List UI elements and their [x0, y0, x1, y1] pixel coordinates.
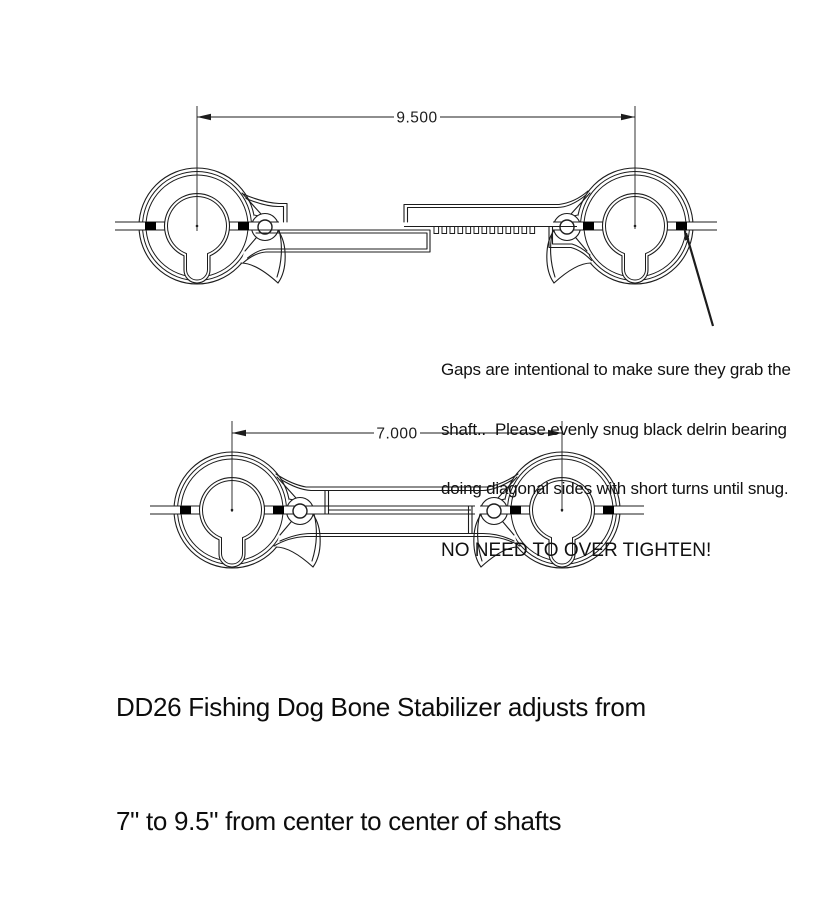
adjustment-rack-teeth	[434, 227, 535, 234]
rack-tooth	[466, 227, 471, 234]
dimension-label-top: 9.500	[396, 109, 438, 127]
top-view-drawing	[115, 168, 717, 284]
delrin-bearing-square	[676, 222, 687, 230]
annotation-note	[441, 322, 791, 599]
split-band	[666, 222, 717, 230]
delrin-bearing-square	[583, 222, 594, 230]
rack-tooth	[482, 227, 487, 234]
rack-tooth	[522, 227, 527, 234]
annotation-line: Gaps are intentional to make sure they grab the	[441, 360, 791, 379]
annotation-line: NO NEED TO OVER TIGHTEN!	[441, 539, 712, 561]
rack-tooth	[514, 227, 519, 234]
hinge-bolt-hole	[293, 504, 307, 518]
delrin-bearing-square	[145, 222, 156, 230]
split-band	[115, 222, 166, 230]
rack-tooth	[530, 227, 535, 234]
annotation-line: doing diagonal sides with short turns until snug.	[441, 479, 789, 499]
rack-tooth	[458, 227, 463, 234]
rack-tooth	[498, 227, 503, 234]
caption-line: 7" to 9.5" from center to center of shafts	[116, 806, 562, 836]
dimension-arrow	[232, 430, 246, 436]
split-band	[150, 506, 201, 514]
leader-arrow	[684, 228, 714, 327]
top-left-clamp	[115, 168, 285, 284]
delrin-bearing-square	[180, 506, 191, 514]
rack-tooth	[506, 227, 511, 234]
delrin-bearing-square	[238, 222, 249, 230]
dimension-label-bottom: 7.000	[376, 425, 418, 443]
delrin-bearing-square	[273, 506, 284, 514]
rack-tooth	[434, 227, 439, 234]
caption	[116, 612, 646, 916]
dimension-arrow	[197, 114, 211, 120]
caption-line: DD26 Fishing Dog Bone Stabilizer adjusts from	[116, 692, 646, 722]
rack-tooth	[490, 227, 495, 234]
rack-tooth	[442, 227, 447, 234]
dimension-arrow	[621, 114, 635, 120]
hinge-bolt-hole	[258, 220, 272, 234]
leader-arrow-line	[686, 233, 713, 326]
annotation-line: shaft.. Please evenly snug black delrin bearing	[441, 419, 787, 439]
rack-tooth	[474, 227, 479, 234]
rack-tooth	[450, 227, 455, 234]
bottom-left-clamp	[150, 452, 320, 568]
